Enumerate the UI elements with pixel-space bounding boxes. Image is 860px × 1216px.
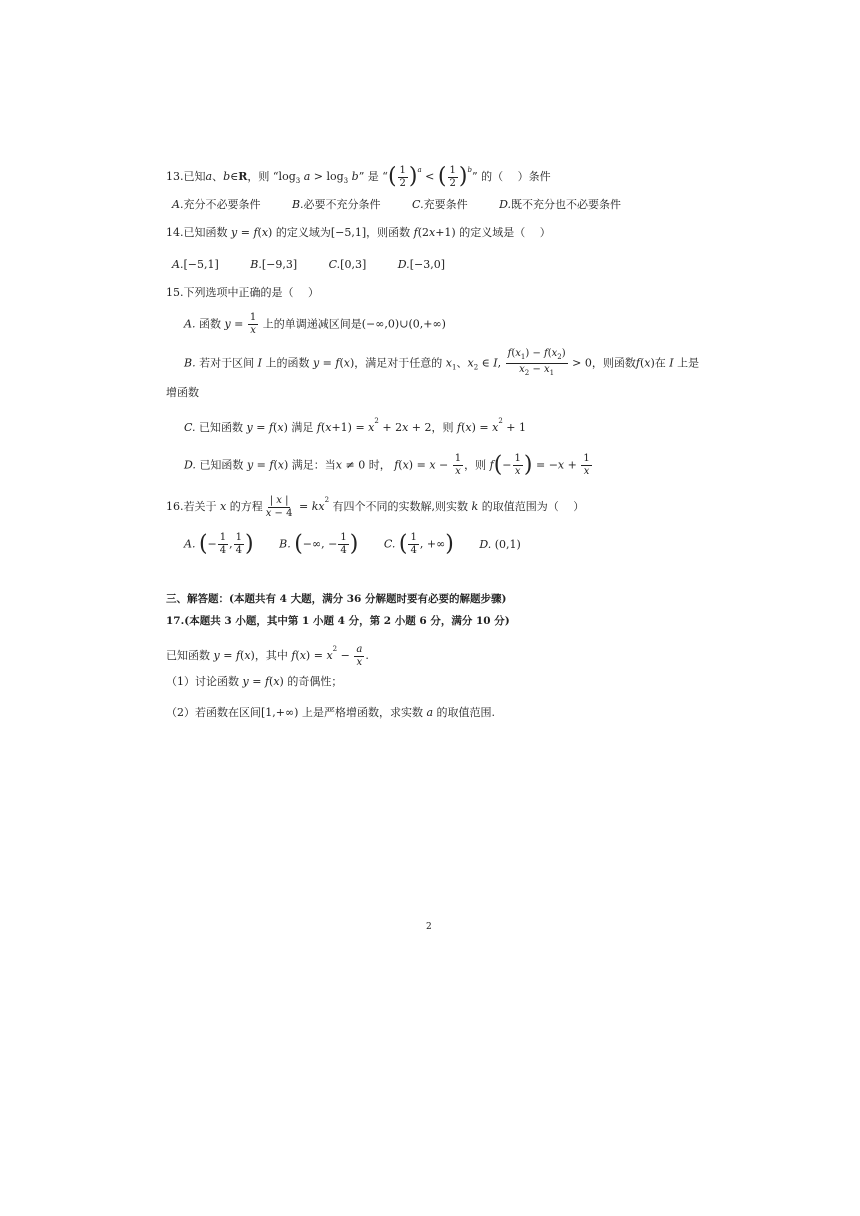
q16-stem: 16.若关于 x 的方程 $\frac{| x |}{x - 4}$ = $kx^2$ 有四个不同的实数解,则实数 k 的取值范围为（ ） (166, 494, 585, 519)
q13-options (172, 198, 649, 212)
q17-given: 已知函数 y = f(x)，其中 $f(x) = x^2$ − $\frac{a}{x}$ . (166, 643, 369, 668)
q16-option-d: D. (0,1) (479, 537, 521, 551)
q15-stem: 15.下列选项中正确的是（ ） (166, 286, 319, 299)
q14-option-d: D.[−3,0] (397, 258, 445, 271)
q16-option-c: C. ( $\frac{1}{4}$ , +∞) (383, 531, 454, 557)
q13-option-b: B.必要不充分条件 (291, 198, 381, 211)
q14-option-b: B.[−9,3] (250, 258, 298, 271)
q17-part2: （2）若函数在区间[1,+∞) 上是严格增函数，求实数 a 的取值范围. (166, 706, 496, 719)
q17-part1: （1）讨论函数 y = f(x) 的奇偶性； (166, 675, 343, 688)
page-number: 2 (426, 922, 432, 932)
q16-option-a: A. (− $\frac{1}{4}$ , $\frac{1}{4}$ ) (184, 531, 254, 557)
q13-option-c: C.充要条件 (412, 198, 468, 211)
q17-header: 17.(本题共 3 小题，其中第 1 小题 4 分，第 2 小题 6 分，满分 10 分) (166, 615, 510, 627)
q16-options (184, 532, 549, 557)
q15-option-c: C. 已知函数 y = f(x) 满足 $f(x+1) = x^2 + 2x + 2$，则 $f(x) = x^2 + 1$ (184, 417, 527, 434)
q15-option-a: A. 函数 y = $\frac{1}{x}$ 上的单调递减区间是(−∞,0)∪(0,+∞) (184, 312, 446, 336)
q15-option-d: D. 已知函数 y = f(x) 满足：当x ≠ 0 时， f(x) = x − $\frac{1}{x}$ ，则 f(− $\frac{1}{x}$ ) = −x + $\frac{1}{x}$ (184, 452, 590, 478)
q14-option-a: A.[−5,1] (172, 258, 219, 271)
section-three-title: 三、解答题：(本题共有 4 大题，满分 36 分解题时要有必要的解题步骤) (166, 593, 507, 605)
q13-option-a: A.充分不必要条件 (172, 198, 261, 211)
q14-stem: 14.已知函数 y = f(x) 的定义域为[−5,1]，则函数 f(2x+1) 的定义域是（ ） (166, 226, 551, 239)
q13-stem: 13.已知a、b∈R，则 “$\log_3$ $a > \log_3 b$” 是 “( $\frac{1}{2}$ )$^a$ < ( $\frac{1}{2}$ )$^b$” 的（ ）条件 (166, 164, 551, 189)
q15-option-b: B. 若对于区间 I 上的函数 y = f(x)，满足对于任意的 $x_1$、$x_2$ ∈ I, $\frac{f(x_1) - f(x_2)}{x_2 - x_1}$ > 0，则函数f(x)在 I 上是 (184, 348, 700, 377)
q14-options (172, 258, 473, 272)
q13-option-d: D.既不充分也不必要条件 (499, 198, 622, 211)
q16-option-b: B. (−∞, − $\frac{1}{4}$ ) (279, 531, 359, 557)
q14-option-c: C.[0,3] (328, 258, 367, 271)
q15-option-b-cont: 增函数 (166, 386, 199, 399)
